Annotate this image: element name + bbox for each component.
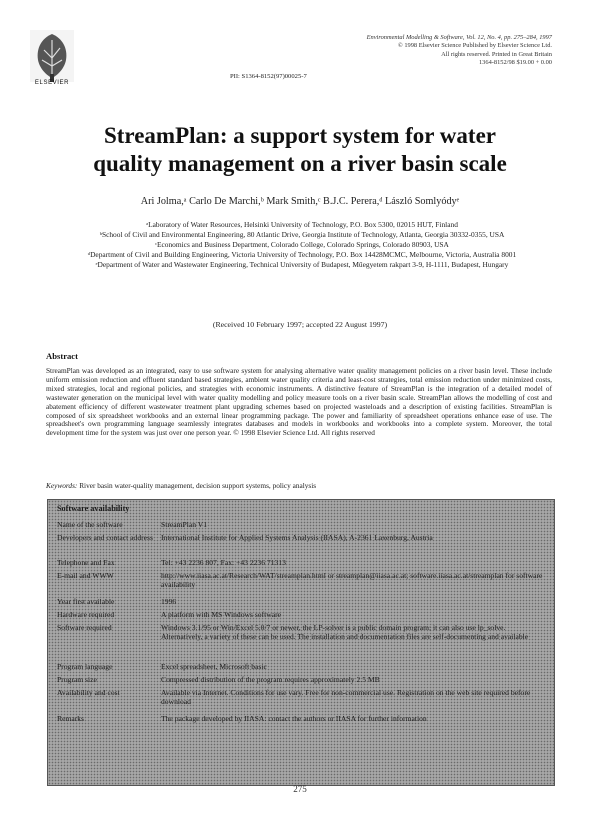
- row-label: Software required: [57, 623, 112, 632]
- software-row: [48, 662, 554, 671]
- title-line: StreamPlan: a support system for water: [103, 123, 496, 148]
- title-line: quality management on a river basin scale: [93, 151, 507, 176]
- row-value: Compressed distribution of the program requires approximately 2.5 MB: [161, 675, 380, 684]
- row-value: Tel: +43 2236 807, Fax: +43 2236 71313: [161, 558, 286, 567]
- page-number: 275: [293, 784, 307, 794]
- row-label: Availability and cost: [57, 688, 120, 697]
- software-row: [48, 533, 554, 542]
- abstract-body: StreamPlan was developed as an integrated, easy to use software system for analysing alternative water quality management policies on a river basin level. These include uniform emission reduction and effluent standard based strategies, ambient water quality criteria and least-cost strategies, total emission reduction under minimized costs, mixed strategies, local and regional policies, and strategies with economic instruments. A distinctive feature of StreamPlan is the integration of a detailed model of wastewater generation on the municipal level with water quality modelling and policy measure tools on a river basin scale. StreamPlan allows the modelling of cost and abatement efficiency of different wastewater treatment plant upgrading schemes based on projected wasteloads and a description of existing facilities. StreamPlan is composed of six spreadsheet workbooks and an external linear programming package. The power and familiarity of spreadsheet operations enhance ease of use. The spreadsheet's own programming language seamlessly integrates databases and models in workbooks and workbooks into a complete system. Moreover, the total development time for the system was just over one person year. © 1998 Elsevier Science Ltd. All rights reserved: [46, 366, 552, 438]
- row-value: Available via Internet. Conditions for use vary. Free for non-commercial use. Registration on the web site required before download: [161, 688, 531, 707]
- row-label: Remarks: [57, 714, 84, 723]
- software-row: [48, 610, 554, 619]
- row-label: Telephone and Fax: [57, 558, 115, 567]
- software-row: [48, 520, 554, 529]
- software-row: [48, 675, 554, 684]
- journal-line: 1364-8152/98 $19.00 + 0.00: [478, 58, 552, 66]
- software-row: [48, 571, 554, 590]
- row-value: The package developed by IIASA: contact the authors or IIASA for further information: [161, 714, 427, 723]
- publisher-name: ELSEVIER: [34, 80, 70, 86]
- row-label: E-mail and WWW: [57, 571, 114, 580]
- elsevier-logo-icon: [30, 30, 74, 82]
- affiliation: ᵇSchool of Civil and Environmental Engineering, 80 Atlantic Drive, Georgia Institute of Technology, Atlanta, Georgia 30332-0355, USA: [99, 229, 505, 239]
- software-availability-box: [47, 499, 555, 786]
- row-value: http://www.iiasa.ac.at/Research/WAT/streamplan.html or streamplan@iiasa.ac.at; software.iiasa.ac.at/streamplan for software availability: [161, 571, 543, 590]
- journal-line: © 1998 Elsevier Science Published by Elsevier Science Ltd.: [397, 42, 552, 50]
- row-value: Excel spreadsheet, Microsoft basic: [161, 662, 267, 671]
- paper-title: [40, 122, 560, 178]
- keywords-text: River basin water-quality management, decision support systems, policy analysis: [79, 481, 317, 490]
- journal-line: Environmental Modelling & Software, Vol. 12, No. 4, pp. 275–284, 1997: [366, 34, 552, 41]
- row-value: StreamPlan V1: [161, 520, 208, 529]
- row-label: Program size: [57, 675, 97, 684]
- box-title: Software availability: [57, 504, 130, 513]
- affiliations: [52, 220, 552, 270]
- pii-identifier: PII: S1364-8152(97)00025-7: [230, 73, 307, 80]
- software-row: [48, 714, 554, 723]
- row-label: Developers and contact address: [57, 533, 153, 542]
- row-value: A platform with MS Windows software: [161, 610, 281, 619]
- affiliation: ᵉDepartment of Water and Wastewater Engineering, Technical University of Budapest, Műegyetem rakpart 3-9, H-1111, Budapest, Hungary: [95, 259, 509, 269]
- author-list: Ari Jolma,ᵃ Carlo De Marchi,ᵇ Mark Smith,ᶜ B.J.C. Perera,ᵈ László Somlyódyᵉ: [140, 196, 460, 207]
- row-value: International Institute for Applied Systems Analysis (IIASA), A-2361 Laxenburg, Austria: [161, 533, 433, 542]
- row-value: Windows 3.1/95 or Win/Excel 5.0/7 or newer, the LP-solver is a public domain program; it can also use lp_solve. Alternatively, a variety of these can be used. The installation and documentation files are self-documenting and available: [161, 623, 529, 642]
- keywords: [46, 481, 552, 490]
- affiliation: ᶜEconomics and Business Department, Colorado College, Colorado Springs, Colorado 80903, USA: [155, 239, 449, 249]
- software-row: [48, 597, 554, 606]
- row-label: Program language: [57, 662, 113, 671]
- row-label: Hardware required: [57, 610, 115, 619]
- software-row: [48, 688, 554, 707]
- software-row: [48, 558, 554, 567]
- abstract-heading: Abstract: [46, 351, 78, 361]
- received-dates: (Received 10 February 1997; accepted 22 August 1997): [212, 320, 388, 329]
- journal-line: All rights reserved. Printed in Great Britain: [441, 50, 552, 58]
- software-row: [48, 623, 554, 642]
- keywords-label: Keywords:: [46, 481, 78, 490]
- row-value: 1996: [161, 597, 177, 606]
- journal-info: [292, 34, 552, 67]
- affiliation: ᵈDepartment of Civil and Building Engineering, Victoria University of Technology, P.O. Box 14428MCMC, Melbourne, Victoria, Australia 8001: [87, 249, 517, 259]
- row-label: Name of the software: [57, 520, 123, 529]
- affiliation: ᵃLaboratory of Water Resources, Helsinki University of Technology, P.O. Box 5300, 02015 HUT, Finland: [146, 220, 458, 229]
- row-label: Year first available: [57, 597, 115, 606]
